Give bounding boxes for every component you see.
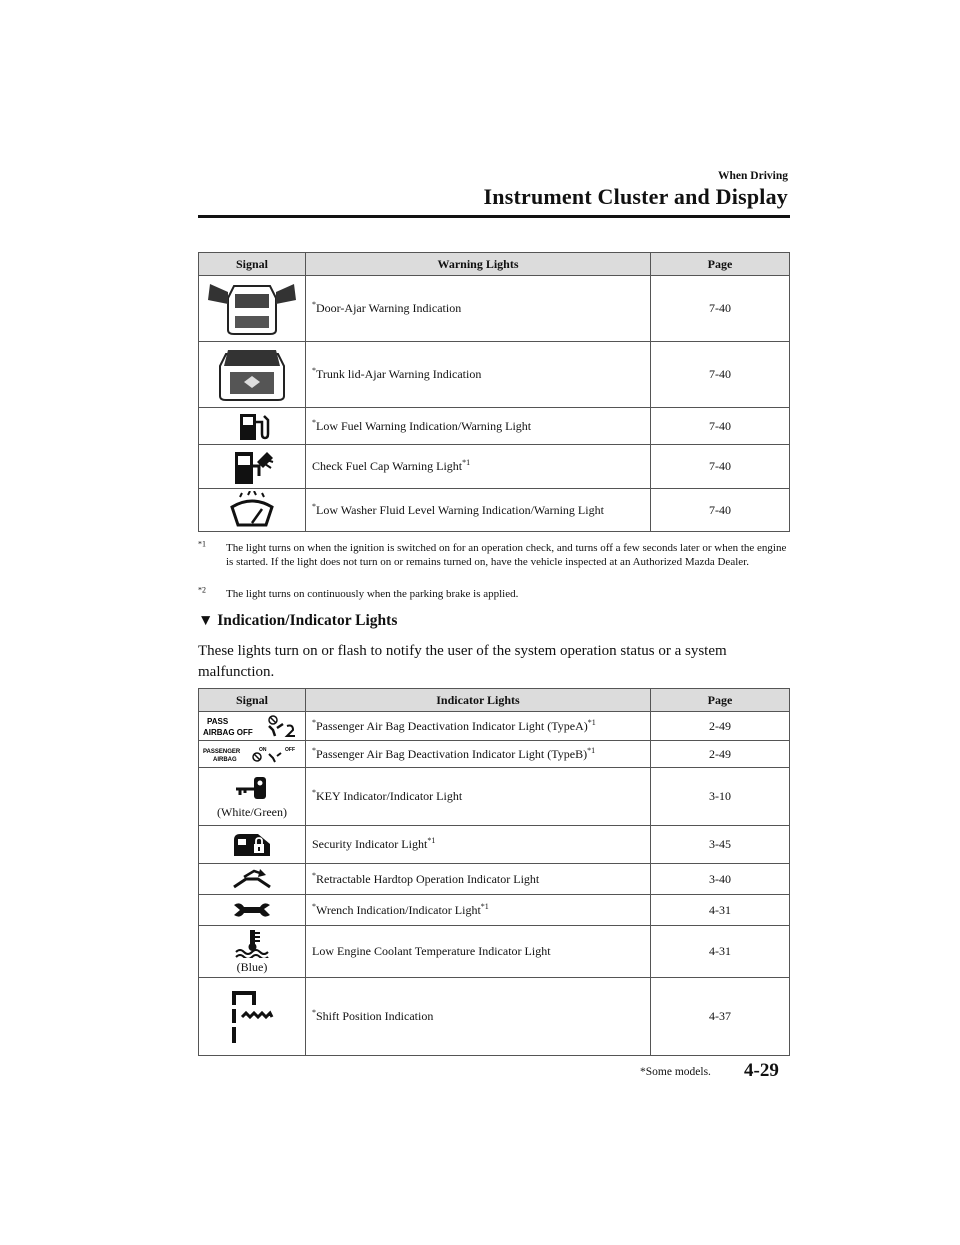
col-page: Page [651,253,790,276]
low-washer-fluid-icon [226,491,278,529]
light-name: *Low Washer Fluid Level Warning Indication/Warning Light [306,489,651,532]
shift-position-icon [228,987,276,1047]
table-row [199,741,790,768]
page-number: 4-29 [744,1060,779,1081]
section-label: When Driving [718,170,788,182]
page-ref: 7-40 [651,408,790,445]
svg-text:PASS: PASS [207,717,229,726]
table-row [199,712,790,741]
table-row [199,276,790,342]
low-fuel-icon [232,410,272,442]
table-row [199,489,790,532]
page-ref: 3-40 [651,864,790,895]
page-ref: 2-49 [651,712,790,741]
passenger-airbag-on-off-icon [203,744,301,764]
col-page: Page [651,689,790,712]
signal-cell [199,864,306,895]
page-ref: 3-45 [651,826,790,864]
table-header-row [199,253,790,276]
col-signal: Signal [199,689,306,712]
table-row [199,826,790,864]
table-row [199,926,790,978]
light-name: Check Fuel Cap Warning Light$^{*1}$ [306,445,651,489]
page-ref: 7-40 [651,342,790,408]
page-ref: 7-40 [651,445,790,489]
security-icon [230,830,274,860]
indicator-lights-table [198,688,790,1056]
warning-lights-table [198,252,790,532]
light-name: *Wrench Indication/Indicator Light$^{*1}$ [306,895,651,926]
light-name: *KEY Indicator/Indicator Light [306,768,651,826]
svg-text:AIRBAG: AIRBAG [213,757,237,763]
color-note: (White/Green) [217,805,287,819]
wrench-icon [230,899,274,921]
signal-cell [199,741,306,768]
svg-text:ON: ON [259,747,267,753]
signal-cell [199,445,306,489]
light-name: *Shift Position Indication [306,978,651,1056]
page-ref: 2-49 [651,741,790,768]
col-indicator-lights: Indicator Lights [306,689,651,712]
light-name: *Passenger Air Bag Deactivation Indicator Light (TypeA)$^{*1}$ [306,712,651,741]
signal-cell [199,408,306,445]
signal-cell [199,489,306,532]
signal-cell [199,276,306,342]
table-row [199,342,790,408]
signal-cell [199,342,306,408]
retractable-hardtop-icon [230,867,274,891]
footer-note: *Some models. [640,1066,711,1078]
signal-cell [199,826,306,864]
light-name: *Trunk lid-Ajar Warning Indication [306,342,651,408]
door-ajar-icon [204,280,300,338]
light-name: *Door-Ajar Warning Indication [306,276,651,342]
page-ref: 7-40 [651,276,790,342]
trunk-lid-ajar-icon [204,346,300,404]
footnote-1: $^{*1}$ The light turns on when the ignition is switched on for an operation check, and turns off a few seconds later or when the engine is started. If the light does not turn on or remains turned on, have the vehicle inspected at an Authorized Mazda Dealer. [198,539,787,568]
light-name: *Retractable Hardtop Operation Indicator Light [306,864,651,895]
page-ref: 4-37 [651,978,790,1056]
color-note: (Blue) [236,960,268,974]
page-ref: 4-31 [651,895,790,926]
light-name: *Passenger Air Bag Deactivation Indicator Light (TypeB)$^{*1}$ [306,741,651,768]
page-title: Instrument Cluster and Display [483,184,788,209]
signal-cell [199,768,306,826]
section-intro: These lights turn on or flash to notify the user of the system operation status or a system malfunction. [198,643,727,680]
table-header-row [199,689,790,712]
table-row [199,768,790,826]
signal-cell [199,978,306,1056]
col-signal: Signal [199,253,306,276]
footnote-2: $^{*2}$ The light turns on continuously when the parking brake is applied. [198,585,519,600]
light-name: Security Indicator Light$^{*1}$ [306,826,651,864]
table-row [199,408,790,445]
page-ref: 3-10 [651,768,790,826]
col-warning-lights: Warning Lights [306,253,651,276]
key-icon [232,773,272,803]
signal-cell [199,926,306,978]
signal-cell [199,895,306,926]
table-row [199,978,790,1056]
section-heading: ▼ Indication/Indicator Lights [198,612,398,629]
svg-text:AIRBAG OFF: AIRBAG OFF [203,728,253,737]
light-name: *Low Fuel Warning Indication/Warning Light [306,408,651,445]
light-name: Low Engine Coolant Temperature Indicator Light [306,926,651,978]
check-fuel-cap-icon [229,448,275,486]
signal-cell [199,712,306,741]
svg-text:OFF: OFF [285,747,295,753]
svg-text:PASSENGER: PASSENGER [203,749,241,755]
table-row [199,445,790,489]
table-row [199,864,790,895]
page-ref: 4-31 [651,926,790,978]
low-coolant-temp-icon [232,928,272,958]
header-rule [198,215,790,218]
page-ref: 7-40 [651,489,790,532]
table-row [199,895,790,926]
passenger-airbag-off-icon [203,714,301,738]
